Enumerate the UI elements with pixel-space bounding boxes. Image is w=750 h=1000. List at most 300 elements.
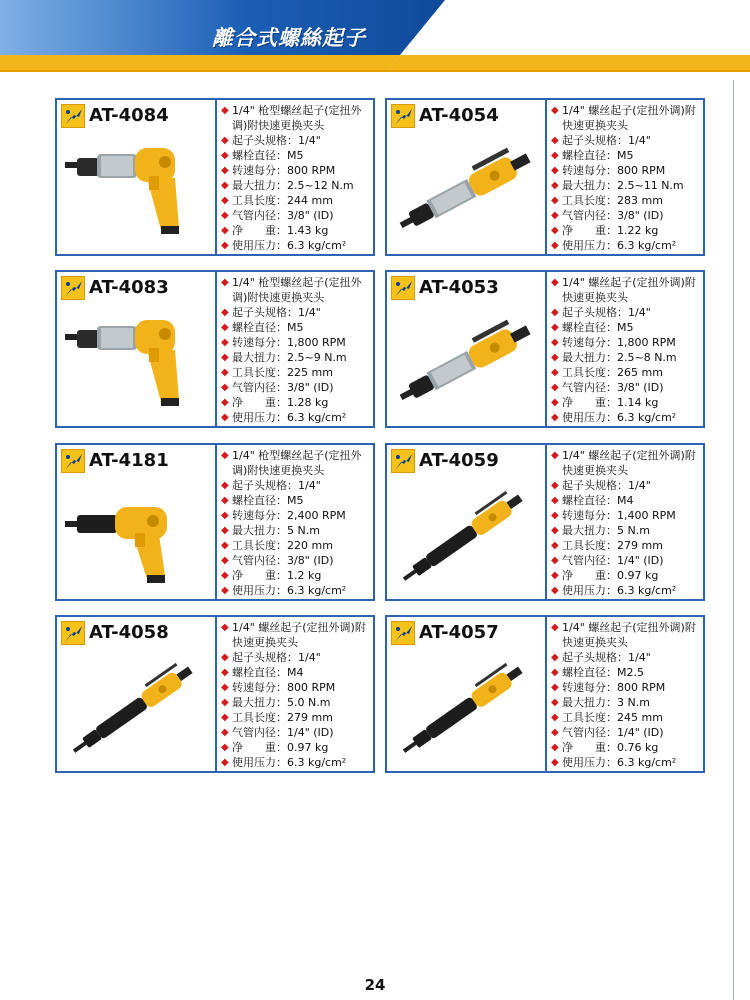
product-image-pane [387, 100, 547, 254]
spec-label: 螺栓直径： [562, 494, 617, 507]
spec-value: M2.5 [617, 666, 644, 679]
spec-row [221, 320, 373, 335]
diamond-bullet-icon: ◆ [551, 652, 559, 663]
diamond-bullet-icon: ◆ [551, 450, 559, 461]
spec-label: 净 重： [232, 741, 287, 754]
diamond-bullet-icon: ◆ [551, 135, 559, 146]
model-number: AT-4053 [419, 277, 499, 298]
spec-row [551, 208, 703, 223]
spec-value: 225 mm [287, 366, 333, 379]
tool-image [61, 132, 211, 250]
diamond-bullet-icon: ◆ [551, 180, 559, 191]
spec-label: 起子头规格： [232, 479, 298, 492]
spec-row [551, 478, 703, 493]
tool-illustration [391, 477, 541, 599]
brand-logo-icon [61, 276, 85, 300]
spec-value: 1.28 kg [287, 396, 329, 409]
spec-row [221, 305, 373, 320]
spec-label: 起子头规格： [562, 479, 628, 492]
spec-description [221, 103, 373, 133]
spec-row [551, 493, 703, 508]
spec-row [551, 665, 703, 680]
diamond-bullet-icon: ◆ [551, 165, 559, 176]
brand-logo-icon [61, 449, 85, 473]
spec-row [551, 680, 703, 695]
description-text: 1/4" 螺丝起子(定扭外调)附快速更换夹头 [562, 276, 696, 304]
spec-row [221, 755, 373, 770]
diamond-bullet-icon: ◆ [221, 727, 229, 738]
spec-value: 800 RPM [287, 164, 336, 177]
spec-value: 1.22 kg [617, 224, 659, 237]
spec-label: 起子头规格： [232, 306, 298, 319]
spec-value: 6.3 kg/cm² [617, 584, 677, 597]
product-image-pane [57, 445, 217, 599]
spec-row [551, 365, 703, 380]
diamond-bullet-icon: ◆ [221, 105, 229, 116]
tool-image [391, 649, 541, 767]
spec-value: 1/4" (ID) [287, 726, 334, 739]
spec-value: 5 N.m [617, 524, 650, 537]
spec-value: 1/4" [298, 651, 321, 664]
spec-label: 气管内径： [232, 209, 287, 222]
diamond-bullet-icon: ◆ [551, 210, 559, 221]
spec-row [551, 223, 703, 238]
spec-list [221, 103, 373, 253]
spec-row [551, 148, 703, 163]
diamond-bullet-icon: ◆ [551, 337, 559, 348]
diamond-bullet-icon: ◆ [551, 570, 559, 581]
spec-value: M5 [617, 149, 634, 162]
spec-row [551, 395, 703, 410]
spec-value: 1,800 RPM [617, 336, 676, 349]
spec-value: 3/8" (ID) [617, 209, 664, 222]
diamond-bullet-icon: ◆ [221, 712, 229, 723]
spec-label: 工具长度： [562, 194, 617, 207]
spec-description [221, 620, 373, 650]
spec-label: 净 重： [232, 569, 287, 582]
spec-list [221, 275, 373, 425]
spec-pane [217, 272, 373, 426]
diamond-bullet-icon: ◆ [551, 240, 559, 251]
diamond-bullet-icon: ◆ [221, 150, 229, 161]
product-card [55, 98, 375, 256]
model-header [391, 449, 541, 477]
spec-row [221, 680, 373, 695]
diamond-bullet-icon: ◆ [221, 225, 229, 236]
diamond-bullet-icon: ◆ [221, 697, 229, 708]
spec-description [551, 448, 703, 478]
spec-value: 1/4" [628, 651, 651, 664]
spec-row [551, 568, 703, 583]
model-header [61, 104, 211, 132]
spec-label: 最大扭力： [562, 524, 617, 537]
description-text: 1/4" 螺丝起子(定扭外调)附快速更换夹头 [232, 621, 366, 649]
spec-pane [217, 445, 373, 599]
spec-label: 螺栓直径： [232, 149, 287, 162]
spec-label: 净 重： [562, 741, 617, 754]
spec-row [551, 163, 703, 178]
diamond-bullet-icon: ◆ [221, 667, 229, 678]
product-card [385, 98, 705, 256]
diamond-bullet-icon: ◆ [221, 480, 229, 491]
spec-value: 6.3 kg/cm² [287, 756, 347, 769]
diamond-bullet-icon: ◆ [221, 322, 229, 333]
diamond-bullet-icon: ◆ [221, 382, 229, 393]
brand-logo-icon [391, 104, 415, 128]
spec-label: 最大扭力： [562, 179, 617, 192]
diamond-bullet-icon: ◆ [221, 277, 229, 288]
spec-value: 1,800 RPM [287, 336, 346, 349]
diamond-bullet-icon: ◆ [221, 652, 229, 663]
spec-label: 气管内径： [232, 381, 287, 394]
spec-row [221, 365, 373, 380]
tool-illustration [391, 304, 541, 426]
spec-row [221, 380, 373, 395]
spec-value: 279 mm [287, 711, 333, 724]
spec-row [221, 695, 373, 710]
spec-list [551, 103, 703, 253]
diamond-bullet-icon: ◆ [221, 367, 229, 378]
spec-value: M4 [287, 666, 304, 679]
diamond-bullet-icon: ◆ [221, 397, 229, 408]
spec-value: 279 mm [617, 539, 663, 552]
diamond-bullet-icon: ◆ [221, 622, 229, 633]
spec-value: 1/4" (ID) [617, 726, 664, 739]
diamond-bullet-icon: ◆ [221, 352, 229, 363]
spec-value: 1/4" [298, 479, 321, 492]
spec-label: 使用压力： [232, 239, 287, 252]
spec-label: 起子头规格： [562, 306, 628, 319]
diamond-bullet-icon: ◆ [551, 697, 559, 708]
spec-label: 转速每分： [232, 509, 287, 522]
diamond-bullet-icon: ◆ [551, 555, 559, 566]
product-image-pane [387, 617, 547, 771]
spec-row [221, 133, 373, 148]
diamond-bullet-icon: ◆ [551, 150, 559, 161]
spec-value: 1/4" [628, 306, 651, 319]
diamond-bullet-icon: ◆ [551, 382, 559, 393]
product-image-pane [57, 100, 217, 254]
product-card [55, 443, 375, 601]
diamond-bullet-icon: ◆ [221, 180, 229, 191]
spec-row [551, 410, 703, 425]
spec-value: 1/4" [628, 479, 651, 492]
spec-label: 气管内径： [562, 726, 617, 739]
spec-value: 244 mm [287, 194, 333, 207]
diamond-bullet-icon: ◆ [221, 555, 229, 566]
diamond-bullet-icon: ◆ [551, 510, 559, 521]
spec-row [551, 583, 703, 598]
spec-value: 245 mm [617, 711, 663, 724]
spec-value: 3/8" (ID) [287, 209, 334, 222]
spec-row [221, 350, 373, 365]
spec-pane [547, 617, 703, 771]
spec-row [551, 133, 703, 148]
product-image-pane [57, 272, 217, 426]
brand-logo-icon [391, 621, 415, 645]
spec-row [551, 320, 703, 335]
spec-pane [217, 100, 373, 254]
diamond-bullet-icon: ◆ [551, 307, 559, 318]
diamond-bullet-icon: ◆ [551, 480, 559, 491]
spec-row [221, 523, 373, 538]
description-text: 1/4" 枪型螺丝起子(定扭外调)附快速更换夹头 [232, 449, 362, 477]
page-edge-rule [733, 80, 734, 1000]
spec-description [221, 448, 373, 478]
model-number: AT-4181 [89, 450, 169, 471]
spec-pane [547, 272, 703, 426]
spec-label: 气管内径： [562, 381, 617, 394]
spec-value: 3/8" (ID) [287, 381, 334, 394]
spec-label: 转速每分： [562, 509, 617, 522]
description-text: 1/4" 螺丝起子(定扭外调)附快速更换夹头 [562, 449, 696, 477]
spec-label: 使用压力： [562, 756, 617, 769]
spec-row [221, 650, 373, 665]
diamond-bullet-icon: ◆ [551, 105, 559, 116]
spec-row [551, 238, 703, 253]
spec-value: 6.3 kg/cm² [617, 239, 677, 252]
model-header [61, 276, 211, 304]
spec-label: 最大扭力： [562, 696, 617, 709]
spec-row [551, 193, 703, 208]
spec-value: 800 RPM [287, 681, 336, 694]
spec-label: 转速每分： [562, 164, 617, 177]
model-header [61, 621, 211, 649]
spec-value: 1/4" (ID) [617, 554, 664, 567]
spec-row [551, 380, 703, 395]
diamond-bullet-icon: ◆ [221, 525, 229, 536]
diamond-bullet-icon: ◆ [551, 225, 559, 236]
spec-label: 气管内径： [232, 554, 287, 567]
spec-row [221, 193, 373, 208]
spec-value: 0.97 kg [617, 569, 659, 582]
spec-label: 螺栓直径： [562, 666, 617, 679]
spec-pane [547, 445, 703, 599]
model-header [391, 621, 541, 649]
spec-row [221, 478, 373, 493]
spec-list [551, 620, 703, 770]
spec-value: 800 RPM [617, 164, 666, 177]
spec-row [221, 238, 373, 253]
spec-value: 2.5~9 N.m [287, 351, 347, 364]
spec-list [551, 275, 703, 425]
spec-label: 气管内径： [562, 554, 617, 567]
spec-label: 转速每分： [562, 336, 617, 349]
diamond-bullet-icon: ◆ [221, 307, 229, 318]
spec-row [551, 725, 703, 740]
spec-label: 工具长度： [562, 539, 617, 552]
page-title: 離合式螺絲起子 [212, 26, 366, 50]
spec-value: M5 [287, 321, 304, 334]
spec-label: 使用压力： [232, 584, 287, 597]
diamond-bullet-icon: ◆ [221, 682, 229, 693]
diamond-bullet-icon: ◆ [221, 570, 229, 581]
diamond-bullet-icon: ◆ [221, 240, 229, 251]
spec-row [551, 508, 703, 523]
spec-label: 螺栓直径： [562, 149, 617, 162]
spec-value: 6.3 kg/cm² [617, 756, 677, 769]
spec-row [221, 583, 373, 598]
spec-value: M5 [617, 321, 634, 334]
spec-label: 使用压力： [232, 411, 287, 424]
spec-value: M4 [617, 494, 634, 507]
diamond-bullet-icon: ◆ [551, 585, 559, 596]
spec-value: 6.3 kg/cm² [287, 411, 347, 424]
spec-label: 气管内径： [232, 726, 287, 739]
diamond-bullet-icon: ◆ [221, 135, 229, 146]
tool-image [391, 132, 541, 250]
spec-row [221, 335, 373, 350]
diamond-bullet-icon: ◆ [221, 165, 229, 176]
spec-row [551, 695, 703, 710]
model-header [391, 104, 541, 132]
product-card [385, 443, 705, 601]
spec-value: 0.97 kg [287, 741, 329, 754]
spec-row [221, 208, 373, 223]
tool-illustration [61, 649, 211, 771]
spec-value: 1.14 kg [617, 396, 659, 409]
spec-row [221, 410, 373, 425]
spec-value: 1/4" [298, 306, 321, 319]
spec-row [221, 665, 373, 680]
tool-image [391, 477, 541, 595]
description-text: 1/4" 枪型螺丝起子(定扭外调)附快速更换夹头 [232, 276, 362, 304]
product-card [55, 615, 375, 773]
spec-row [221, 163, 373, 178]
spec-row [551, 755, 703, 770]
tool-image [61, 477, 211, 595]
diamond-bullet-icon: ◆ [551, 195, 559, 206]
spec-value: 2.5~8 N.m [617, 351, 677, 364]
spec-label: 工具长度： [562, 366, 617, 379]
spec-label: 最大扭力： [232, 351, 287, 364]
spec-description [221, 275, 373, 305]
spec-label: 最大扭力： [232, 179, 287, 192]
spec-row [221, 710, 373, 725]
spec-description [551, 620, 703, 650]
spec-label: 转速每分： [232, 681, 287, 694]
tool-illustration [61, 132, 211, 254]
spec-description [551, 103, 703, 133]
spec-value: 3/8" (ID) [617, 381, 664, 394]
spec-value: 0.76 kg [617, 741, 659, 754]
model-number: AT-4059 [419, 450, 499, 471]
spec-label: 起子头规格： [562, 134, 628, 147]
spec-row [221, 493, 373, 508]
diamond-bullet-icon: ◆ [551, 742, 559, 753]
diamond-bullet-icon: ◆ [221, 210, 229, 221]
spec-value: M5 [287, 494, 304, 507]
diamond-bullet-icon: ◆ [221, 540, 229, 551]
spec-label: 最大扭力： [562, 351, 617, 364]
spec-label: 使用压力： [562, 411, 617, 424]
diamond-bullet-icon: ◆ [221, 510, 229, 521]
spec-list [221, 620, 373, 770]
spec-label: 螺栓直径： [562, 321, 617, 334]
diamond-bullet-icon: ◆ [221, 337, 229, 348]
spec-value: 220 mm [287, 539, 333, 552]
diamond-bullet-icon: ◆ [551, 495, 559, 506]
model-number: AT-4058 [89, 622, 169, 643]
product-card [55, 270, 375, 428]
model-header [61, 449, 211, 477]
diamond-bullet-icon: ◆ [551, 277, 559, 288]
diamond-bullet-icon: ◆ [551, 622, 559, 633]
spec-label: 净 重： [562, 569, 617, 582]
tool-illustration [391, 649, 541, 771]
spec-label: 净 重： [232, 224, 287, 237]
spec-value: 5.0 N.m [287, 696, 331, 709]
diamond-bullet-icon: ◆ [221, 742, 229, 753]
product-image-pane [57, 617, 217, 771]
diamond-bullet-icon: ◆ [551, 412, 559, 423]
spec-label: 使用压力： [562, 584, 617, 597]
spec-list [551, 448, 703, 598]
spec-label: 气管内径： [562, 209, 617, 222]
diamond-bullet-icon: ◆ [551, 727, 559, 738]
spec-label: 净 重： [562, 224, 617, 237]
spec-row [551, 523, 703, 538]
spec-label: 螺栓直径： [232, 321, 287, 334]
spec-label: 工具长度： [232, 711, 287, 724]
spec-label: 转速每分： [562, 681, 617, 694]
diamond-bullet-icon: ◆ [551, 397, 559, 408]
model-number: AT-4054 [419, 105, 499, 126]
spec-row [221, 223, 373, 238]
spec-value: 5 N.m [287, 524, 320, 537]
spec-row [221, 538, 373, 553]
diamond-bullet-icon: ◆ [221, 757, 229, 768]
spec-list [221, 448, 373, 598]
spec-description [551, 275, 703, 305]
spec-value: 283 mm [617, 194, 663, 207]
spec-pane [547, 100, 703, 254]
brand-logo-icon [391, 449, 415, 473]
product-card [385, 615, 705, 773]
product-image-pane [387, 445, 547, 599]
spec-label: 工具长度： [232, 194, 287, 207]
spec-row [551, 710, 703, 725]
diamond-bullet-icon: ◆ [221, 585, 229, 596]
spec-label: 使用压力： [232, 756, 287, 769]
description-text: 1/4" 枪型螺丝起子(定扭外调)附快速更换夹头 [232, 104, 362, 132]
tool-illustration [391, 132, 541, 254]
diamond-bullet-icon: ◆ [221, 412, 229, 423]
spec-label: 起子头规格： [232, 134, 298, 147]
spec-label: 螺栓直径： [232, 494, 287, 507]
spec-value: 6.3 kg/cm² [287, 584, 347, 597]
diamond-bullet-icon: ◆ [551, 712, 559, 723]
model-number: AT-4083 [89, 277, 169, 298]
spec-value: 1.43 kg [287, 224, 329, 237]
spec-row [551, 350, 703, 365]
description-text: 1/4" 螺丝起子(定扭外调)附快速更换夹头 [562, 621, 696, 649]
diamond-bullet-icon: ◆ [551, 667, 559, 678]
spec-value: 6.3 kg/cm² [617, 411, 677, 424]
brand-logo-icon [61, 104, 85, 128]
spec-value: 2.5~11 N.m [617, 179, 684, 192]
spec-row [551, 178, 703, 193]
model-number: AT-4057 [419, 622, 499, 643]
diamond-bullet-icon: ◆ [551, 540, 559, 551]
spec-value: 1,400 RPM [617, 509, 676, 522]
product-card [385, 270, 705, 428]
header-banner [0, 0, 750, 80]
spec-label: 工具长度： [232, 366, 287, 379]
spec-row [221, 740, 373, 755]
spec-value: 3 N.m [617, 696, 650, 709]
description-text: 1/4" 螺丝起子(定扭外调)附快速更换夹头 [562, 104, 696, 132]
